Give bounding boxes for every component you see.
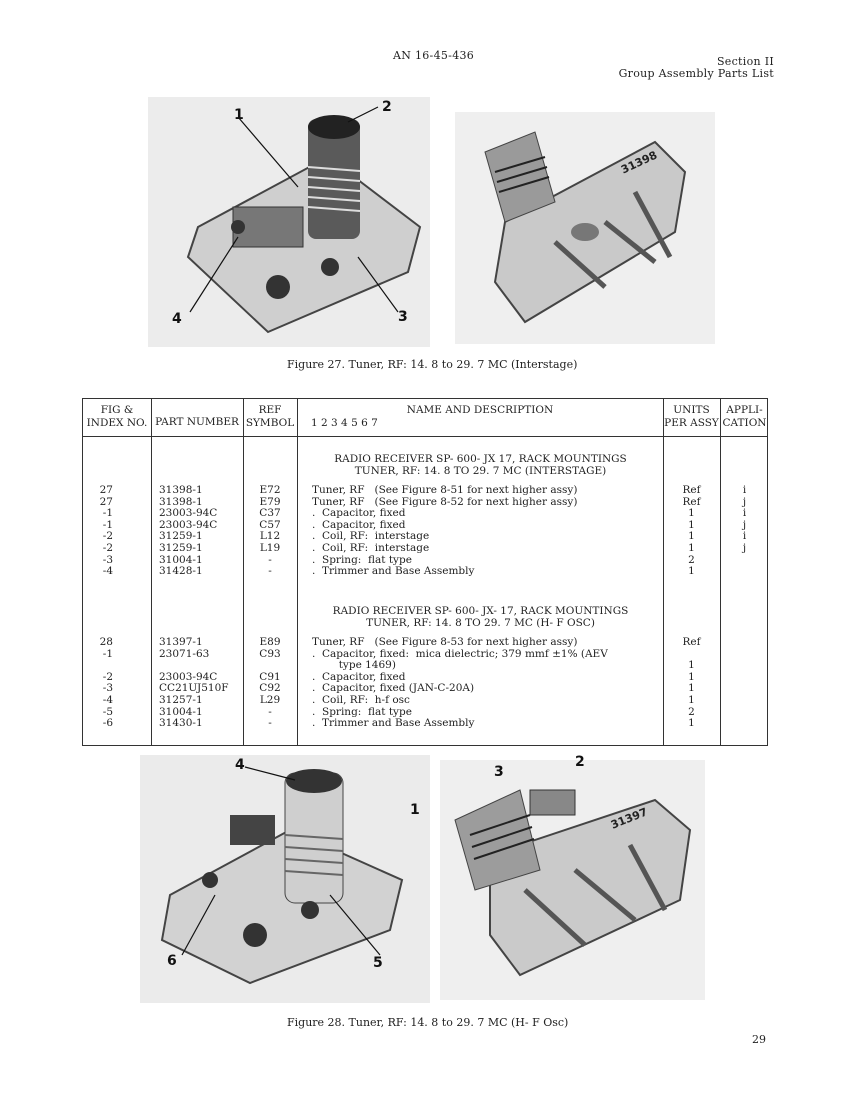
- cell-application: i: [742, 484, 747, 496]
- cell-name-description: . Spring: flat type: [312, 553, 412, 566]
- cell-part-number: 23003-94C: [159, 518, 218, 531]
- cell-ref-symbol: -: [268, 717, 272, 730]
- cell-application: j: [742, 495, 747, 508]
- cell-name-description: . Capacitor, fixed (JAN-C-20A): [312, 682, 475, 695]
- cell-ref-symbol: E72: [259, 484, 281, 496]
- figure27-photo-left: [148, 97, 430, 347]
- cell-part-number: 23003-94C: [159, 507, 218, 520]
- header-fig-index: FIG & INDEX NO.: [86, 404, 148, 429]
- cell-part-number: 31397-1: [159, 636, 203, 648]
- cell-part-number: 31398-1: [159, 484, 203, 496]
- cell-name-description: . Capacitor, fixed: [312, 518, 406, 531]
- table-row: [83, 637, 769, 649]
- figure27-callout-4: 4: [172, 311, 182, 327]
- cell-ref-symbol: E79: [259, 495, 281, 508]
- cell-name-description: . Capacitor, fixed: [312, 670, 406, 683]
- table-row: [83, 649, 769, 661]
- table-row: [83, 718, 769, 730]
- section-title: Group Assembly Parts List: [618, 67, 774, 80]
- cell-application: j: [742, 542, 747, 554]
- cell-units-per-assy: 2: [688, 553, 695, 566]
- cell-units-per-assy: Ref: [682, 495, 701, 508]
- cell-units-per-assy: 1: [688, 542, 695, 554]
- cell-index: -4: [102, 565, 113, 578]
- cell-application: j: [742, 518, 747, 531]
- cell-part-number: 31428-1: [159, 565, 203, 578]
- cell-units-per-assy: 1: [688, 682, 695, 695]
- figure28-callout-3: 3: [494, 764, 504, 780]
- group-title-hf-osc: RADIO RECEIVER SP- 600- JX- 17, RACK MOUNTINGS TUNER, RF: 14. 8 TO 29. 7 MC (H- F OSC): [332, 605, 629, 629]
- tuner-hf-osc-top-view: [140, 755, 430, 1003]
- cell-index: -2: [102, 670, 113, 683]
- cell-name-description: type 1469): [312, 659, 396, 672]
- cell-name-description: . Coil, RF: interstage: [312, 530, 430, 543]
- cell-ref-symbol: -: [268, 565, 272, 578]
- cell-index: -1: [102, 507, 113, 520]
- cell-ref-symbol: C91: [259, 670, 281, 683]
- figure28-caption: Figure 28. Tuner, RF: 14. 8 to 29. 7 MC (H- F Osc): [287, 1016, 569, 1029]
- cell-name-description: Tuner, RF (See Figure 8-51 for next higher assy): [312, 484, 578, 496]
- cell-ref-symbol: C37: [259, 507, 281, 520]
- cell-application: i: [742, 530, 747, 543]
- cell-part-number: 31430-1: [159, 717, 203, 730]
- header-units-per-assy: UNITS PER ASSY: [664, 404, 719, 429]
- figure27-callout-1: 1: [234, 107, 244, 123]
- cell-index: -2: [102, 530, 113, 543]
- cell-units-per-assy: 1: [688, 694, 695, 706]
- header-application: APPLI- CATION: [722, 404, 767, 429]
- figure27-photo-stamp: 31398: [619, 148, 660, 177]
- cell-name-description: . Capacitor, fixed: mica dielectric; 379 mmf ±1% (AEV: [312, 647, 608, 660]
- cell-index: -5: [102, 705, 113, 718]
- cell-ref-symbol: E89: [259, 636, 281, 648]
- figure28-callout-2: 2: [575, 754, 585, 770]
- cell-units-per-assy: 1: [688, 717, 695, 730]
- cell-units-per-assy: 2: [688, 705, 695, 718]
- cell-name-description: . Trimmer and Base Assembly: [312, 565, 475, 578]
- cell-name-description: . Spring: flat type: [312, 705, 412, 718]
- cell-part-number: 31004-1: [159, 705, 203, 718]
- cell-units-per-assy: 1: [688, 530, 695, 543]
- figure28-callout-4: 4: [235, 757, 245, 773]
- cell-units-per-assy: 1: [688, 659, 695, 672]
- figure27-caption: Figure 27. Tuner, RF: 14. 8 to 29. 7 MC (Interstage): [287, 358, 578, 371]
- cell-index: 27: [99, 495, 113, 508]
- cell-ref-symbol: L12: [259, 530, 281, 543]
- cell-part-number: CC21UJ510F: [159, 682, 229, 695]
- cell-ref-symbol: C57: [259, 518, 281, 531]
- cell-part-number: 31398-1: [159, 495, 203, 508]
- cell-index: 28: [99, 636, 113, 648]
- cell-name-description: Tuner, RF (See Figure 8-53 for next higher assy): [312, 636, 578, 648]
- table-row: [83, 695, 769, 707]
- cell-part-number: 31259-1: [159, 530, 203, 543]
- cell-index: -1: [102, 647, 113, 660]
- cell-units-per-assy: Ref: [682, 484, 701, 496]
- figure28-photo-left: [140, 755, 430, 1003]
- tuner-interstage-top-view: [148, 97, 430, 347]
- cell-part-number: 23071-63: [159, 647, 210, 660]
- header-indent-scale: 1 2 3 4 5 6 7: [311, 417, 378, 429]
- header-ref-symbol: REF SYMBOL: [245, 404, 295, 429]
- table-row: [83, 543, 769, 555]
- cell-units-per-assy: 1: [688, 507, 695, 520]
- table-row: [83, 485, 769, 497]
- header-name-description: NAME AND DESCRIPTION: [406, 404, 554, 416]
- group-title-interstage: RADIO RECEIVER SP- 600- JX 17, RACK MOUNTINGS TUNER, RF: 14. 8 TO 29. 7 MC (INTERSTAGE): [334, 453, 627, 477]
- figure28-photo-right: [410, 754, 705, 1000]
- cell-index: -3: [102, 553, 113, 566]
- header-divider: [83, 436, 767, 437]
- table-row: [83, 566, 769, 578]
- cell-part-number: 23003-94C: [159, 670, 218, 683]
- cell-part-number: 31004-1: [159, 553, 203, 566]
- cell-name-description: . Capacitor, fixed: [312, 507, 406, 520]
- cell-index: 27: [99, 484, 113, 496]
- cell-index: -6: [102, 717, 113, 730]
- cell-ref-symbol: C92: [259, 682, 281, 695]
- cell-units-per-assy: Ref: [682, 636, 701, 648]
- tuner-interstage-rear-view: [455, 112, 715, 344]
- cell-name-description: . Coil, RF: interstage: [312, 542, 430, 554]
- figure28-callout-5: 5: [373, 955, 383, 971]
- cell-units-per-assy: 1: [688, 670, 695, 683]
- cell-part-number: 31257-1: [159, 694, 203, 706]
- cell-units-per-assy: 1: [688, 565, 695, 578]
- header-part-number: PART NUMBER: [155, 416, 239, 428]
- cell-index: -1: [102, 518, 113, 531]
- tuner-hf-osc-rear-view: [440, 760, 705, 1000]
- cell-name-description: . Coil, RF: h-f osc: [312, 694, 410, 706]
- cell-part-number: 31259-1: [159, 542, 203, 554]
- page-number: 29: [752, 1033, 766, 1046]
- section-label: Section II: [716, 55, 774, 68]
- cell-ref-symbol: C93: [259, 647, 281, 660]
- figure27-callout-2: 2: [382, 99, 392, 115]
- doc-number: AN 16-45-436: [393, 49, 475, 62]
- cell-ref-symbol: L19: [259, 542, 281, 554]
- cell-ref-symbol: -: [268, 705, 272, 718]
- cell-index: -2: [102, 542, 113, 554]
- cell-name-description: . Trimmer and Base Assembly: [312, 717, 475, 730]
- cell-ref-symbol: L29: [259, 694, 281, 706]
- cell-ref-symbol: -: [268, 553, 272, 566]
- figure28-photo-stamp: 31397: [608, 805, 650, 832]
- figure27-callout-3: 3: [398, 309, 408, 325]
- figure27-photo-right: [455, 112, 715, 344]
- figure28-callout-1: 1: [410, 802, 420, 818]
- cell-index: -4: [102, 694, 113, 706]
- parts-list-table: [82, 398, 768, 746]
- cell-name-description: Tuner, RF (See Figure 8-52 for next higher assy): [312, 495, 578, 508]
- cell-application: i: [742, 507, 747, 520]
- cell-index: -3: [102, 682, 113, 695]
- figure28-callout-6: 6: [167, 953, 177, 969]
- cell-units-per-assy: 1: [688, 518, 695, 531]
